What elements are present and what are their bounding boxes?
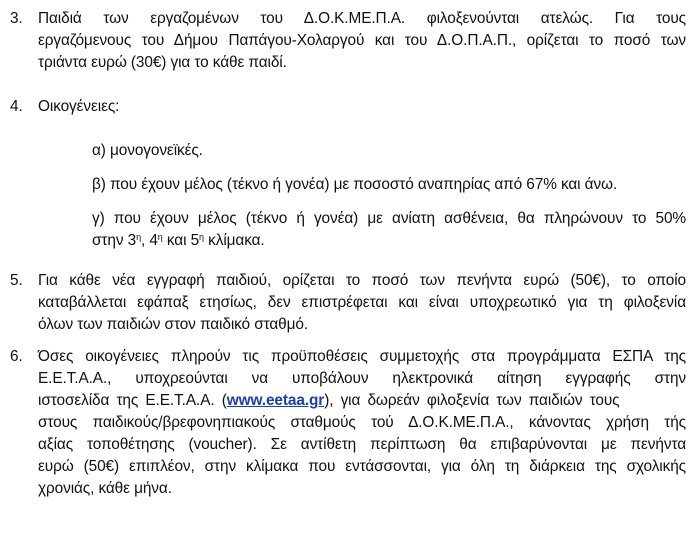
superscript: η	[136, 232, 141, 242]
text-fragment: ιστοσελίδα της Ε.Ε.Τ.Α.Α. (	[38, 392, 227, 409]
subitem-text: γ) που έχουν μέλος (τέκνο ή γονέα) με ανίατη ασθένεια, θα πληρώνουν το 50%	[92, 210, 686, 227]
item-text	[38, 8, 686, 74]
superscript: η	[157, 232, 163, 242]
text-line: εργαζόμενους του Δήμου Παπάγου-Χολαργού και του Δ.Ο.Π.Α.Π., ορίζεται το ποσό των	[38, 32, 686, 49]
text-fragment: κλίμακα.	[203, 232, 265, 249]
text-line: Οικογένειες:	[38, 98, 120, 115]
text-line: ευρώ (50€) επιπλέον, στην κλίμακα που εντάσσονται, για όλη τη διάρκεια της σχολικής	[38, 458, 686, 475]
item-number: 5.	[10, 272, 23, 289]
text-fragment: και 5	[162, 232, 200, 249]
text-line: Όσες οικογένειες πληρούν τις προϋποθέσεις συμμετοχής στα προγράμματα ΕΣΠΑ της	[38, 348, 686, 365]
subitem-text: β) που έχουν μέλος (τέκνο ή γονέα) με ποσοστό αναπηρίας από 67% και άνω.	[92, 176, 618, 193]
item-text	[38, 346, 686, 500]
item-number: 3.	[10, 10, 23, 27]
text-line: αξίας τοποθέτησης (voucher). Σε αντίθετη περίπτωση θα επιβαρύνονται με πενήντα	[38, 436, 686, 453]
text-line-with-link	[38, 390, 686, 412]
text-fragment: στην 3	[92, 232, 137, 249]
text-line: χρονιάς, κάθε μήνα.	[38, 480, 172, 497]
text-line: όλων των παιδιών στον παιδικό σταθμό.	[38, 316, 309, 333]
item-text	[38, 270, 686, 336]
text-line: καταβάλλεται εφάπαξ ετησίως, δεν επιστρέφεται και είναι υποχρεωτικό για τη φιλοξενία	[38, 294, 686, 311]
text-line: στους παιδικούς/βρεφονηπιακούς σταθμούς τού Δ.Ο.Κ.ΜΕ.Π.Α., κάνοντας χρήση τής	[38, 414, 686, 431]
text-line: τριάντα ευρώ (30€) για το κάθε παιδί.	[38, 54, 287, 71]
superscript: η	[199, 232, 204, 242]
subitem-c	[92, 208, 686, 252]
text-line: Για κάθε νέα εγγραφή παιδιού, ορίζεται το ποσό των πενήντα ευρώ (50€), το οποίο	[38, 272, 686, 289]
subitem-text-line2	[92, 230, 686, 252]
item-number: 6.	[10, 348, 23, 365]
text-fragment: , 4	[140, 232, 158, 249]
subitem-b	[92, 174, 686, 196]
text-line: Παιδιά των εργαζομένων του Δ.Ο.Κ.ΜΕ.Π.Α. φιλοξενούνται ατελώς. Για τους	[38, 10, 686, 27]
eetaa-link[interactable]: www.eetaa.gr	[226, 392, 325, 409]
subitem-text: α) μονογονεϊκές.	[92, 142, 203, 159]
text-fragment: ), για δωρεάν φιλοξενία των παιδιών τους	[324, 392, 620, 409]
item-text	[38, 96, 686, 118]
item-number: 4.	[10, 98, 23, 115]
subitem-a	[92, 140, 686, 162]
text-line: Ε.Ε.Τ.Α.Α., υποχρεούνται να υποβάλουν ηλεκτρονικά αίτηση εγγραφής στην	[38, 370, 686, 387]
